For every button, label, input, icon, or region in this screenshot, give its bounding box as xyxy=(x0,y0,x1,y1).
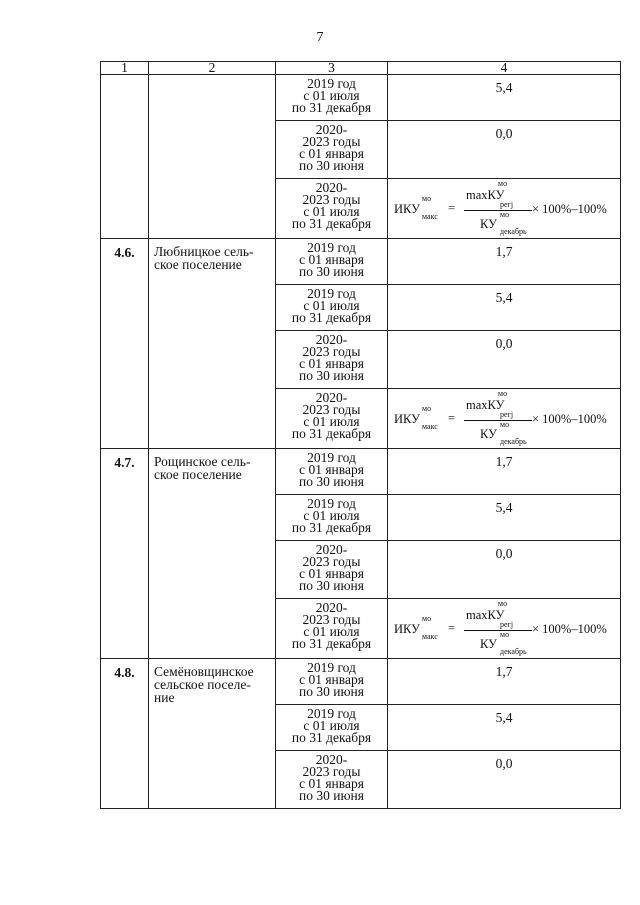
formula-cell xyxy=(388,599,621,659)
formula-num: maxКУ xyxy=(466,398,505,412)
period-line: по 30 июня xyxy=(299,474,364,489)
formula-den-sub: декабрь xyxy=(500,437,527,446)
formula-den-sup: мо xyxy=(500,420,510,429)
formula-den: КУ xyxy=(480,217,497,231)
formula-tail: × 100%–100% xyxy=(532,622,607,636)
formula-lhs: ИКУ xyxy=(394,412,420,426)
formula-cell xyxy=(388,179,621,239)
period-line: с 01 июля xyxy=(303,508,360,523)
settlement-cell xyxy=(149,659,276,809)
period-cell xyxy=(276,705,388,751)
value-cell xyxy=(388,449,621,495)
number-cell: 4.6. xyxy=(101,239,149,449)
table-row xyxy=(101,239,621,285)
period-line: 2023 годы xyxy=(302,554,361,569)
period-line: с 01 января xyxy=(299,462,364,477)
period-line: с 01 января xyxy=(299,356,364,371)
period-line: с 01 июля xyxy=(303,718,360,733)
value-cell xyxy=(388,285,621,331)
value-text: 1,7 xyxy=(495,664,513,679)
number-cell: 4.7. xyxy=(101,449,149,659)
value-text: 5,4 xyxy=(495,710,513,725)
formula-num-sup: мо xyxy=(498,389,508,398)
period-line: с 01 января xyxy=(299,252,364,267)
settlement-name-line: Любницкое сель- xyxy=(154,244,254,259)
period-cell xyxy=(276,751,388,809)
settlement-cell xyxy=(149,75,276,239)
period-line: с 01 июля xyxy=(303,298,360,313)
value-cell xyxy=(388,705,621,751)
period-line: по 30 июня xyxy=(299,684,364,699)
period-cell xyxy=(276,599,388,659)
settlement-name-line: сельское поселе- xyxy=(154,677,251,692)
table-row xyxy=(101,75,621,121)
period-line: 2023 годы xyxy=(302,192,361,207)
value-cell xyxy=(388,751,621,809)
period-line: 2019 год xyxy=(307,496,356,511)
value-text: 1,7 xyxy=(495,244,513,259)
formula-den-sub: декабрь xyxy=(500,647,527,656)
formula-lhs-sub: макс xyxy=(422,632,438,641)
period-line: 2020- xyxy=(315,332,348,347)
value-cell xyxy=(388,75,621,121)
fraction-line xyxy=(464,420,532,421)
period-line: по 31 декабря xyxy=(291,520,372,535)
formula-cell xyxy=(388,389,621,449)
period-cell xyxy=(276,495,388,541)
formula-num-sup: мо xyxy=(498,599,508,608)
period-line: 2019 год xyxy=(307,286,356,301)
period-cell xyxy=(276,659,388,705)
value-cell xyxy=(388,239,621,285)
formula xyxy=(388,389,620,445)
period-line: по 30 июня xyxy=(299,158,364,173)
formula-num-sub: peгj xyxy=(500,200,514,209)
period-line: 2020- xyxy=(315,122,348,137)
value-text: 5,4 xyxy=(495,500,513,515)
period-line: по 30 июня xyxy=(299,788,364,803)
period-line: с 01 января xyxy=(299,566,364,581)
formula-lhs-sup: мо xyxy=(422,194,432,203)
formula-den-sup: мо xyxy=(500,210,510,219)
settlement-name-line: ское поселение xyxy=(154,257,242,272)
value-text: 0,0 xyxy=(495,756,513,771)
period-cell xyxy=(276,179,388,239)
formula-num: maxКУ xyxy=(466,608,505,622)
period-line: по 31 декабря xyxy=(291,100,372,115)
period-line: 2019 год xyxy=(307,450,356,465)
formula-eq: = xyxy=(448,621,456,635)
formula-lhs-sub: макс xyxy=(422,422,438,431)
formula-den: КУ xyxy=(480,637,497,651)
formula-den-sub: декабрь xyxy=(500,227,527,236)
period-cell xyxy=(276,239,388,285)
period-line: 2023 годы xyxy=(302,402,361,417)
period-line: 2019 год xyxy=(307,660,356,675)
formula-num-sub: peгj xyxy=(500,620,514,629)
period-line: 2020- xyxy=(315,600,348,615)
period-line: 2023 годы xyxy=(302,344,361,359)
period-line: 2019 год xyxy=(307,706,356,721)
period-line: 2020- xyxy=(315,390,348,405)
header-col-2: 2 xyxy=(149,62,276,75)
period-line: 2020- xyxy=(315,180,348,195)
period-line: с 01 июля xyxy=(303,88,360,103)
table-row xyxy=(101,659,621,705)
period-line: по 30 июня xyxy=(299,578,364,593)
settlement-name-line: Рощинское сель- xyxy=(154,454,251,469)
period-line: по 31 декабря xyxy=(291,730,372,745)
settlement-name-line: ское поселение xyxy=(154,467,242,482)
value-cell xyxy=(388,121,621,179)
period-cell xyxy=(276,389,388,449)
formula-eq: = xyxy=(448,411,456,425)
settlement-cell xyxy=(149,239,276,449)
period-line: с 01 января xyxy=(299,672,364,687)
period-line: 2020- xyxy=(315,752,348,767)
value-text: 1,7 xyxy=(495,454,513,469)
header-col-4: 4 xyxy=(388,62,621,75)
page-number: 7 xyxy=(316,30,324,45)
formula-eq: = xyxy=(448,201,456,215)
header-col-1: 1 xyxy=(101,62,149,75)
period-line: по 30 июня xyxy=(299,368,364,383)
value-cell xyxy=(388,541,621,599)
period-line: с 01 января xyxy=(299,146,364,161)
period-line: по 31 декабря xyxy=(291,310,372,325)
formula xyxy=(388,179,620,235)
period-cell xyxy=(276,75,388,121)
period-cell xyxy=(276,331,388,389)
period-line: с 01 января xyxy=(299,776,364,791)
formula-tail: × 100%–100% xyxy=(532,412,607,426)
value-text: 5,4 xyxy=(495,290,513,305)
period-line: по 31 декабря xyxy=(291,636,372,651)
value-cell xyxy=(388,659,621,705)
tariff-table xyxy=(100,61,621,809)
period-cell xyxy=(276,449,388,495)
formula-den: КУ xyxy=(480,427,497,441)
value-text: 5,4 xyxy=(495,80,513,95)
period-line: с 01 июля xyxy=(303,624,360,639)
period-line: по 31 декабря xyxy=(291,426,372,441)
period-line: 2019 год xyxy=(307,240,356,255)
value-text: 0,0 xyxy=(495,546,513,561)
fraction-line xyxy=(464,210,532,211)
settlement-name-line: Семёновщинское xyxy=(154,664,254,679)
value-text: 0,0 xyxy=(495,126,513,141)
formula-num-sub: peгj xyxy=(500,410,514,419)
value-cell xyxy=(388,495,621,541)
period-line: 2023 годы xyxy=(302,764,361,779)
formula-lhs-sub: макс xyxy=(422,212,438,221)
period-cell xyxy=(276,121,388,179)
header-col-3: 3 xyxy=(276,62,388,75)
fraction-line xyxy=(464,630,532,631)
settlement-cell xyxy=(149,449,276,659)
table-row xyxy=(101,449,621,495)
formula-lhs: ИКУ xyxy=(394,202,420,216)
formula-lhs-sup: мо xyxy=(422,614,432,623)
settlement-name-line: ние xyxy=(154,690,175,705)
formula-den-sup: мо xyxy=(500,630,510,639)
number-cell: 4.8. xyxy=(101,659,149,809)
period-line: 2019 год xyxy=(307,76,356,91)
period-line: 2020- xyxy=(315,542,348,557)
period-cell xyxy=(276,285,388,331)
value-text: 0,0 xyxy=(495,336,513,351)
period-line: 2023 годы xyxy=(302,612,361,627)
period-line: по 30 июня xyxy=(299,264,364,279)
formula-tail: × 100%–100% xyxy=(532,202,607,216)
period-line: 2023 годы xyxy=(302,134,361,149)
value-cell xyxy=(388,331,621,389)
number-cell xyxy=(101,75,149,239)
period-cell xyxy=(276,541,388,599)
period-line: с 01 июля xyxy=(303,204,360,219)
period-line: по 31 декабря xyxy=(291,216,372,231)
formula-lhs: ИКУ xyxy=(394,622,420,636)
formula-lhs-sup: мо xyxy=(422,404,432,413)
formula-num: maxКУ xyxy=(466,188,505,202)
table-header-row xyxy=(101,62,621,75)
formula-num-sup: мо xyxy=(498,179,508,188)
period-line: с 01 июля xyxy=(303,414,360,429)
formula xyxy=(388,599,620,655)
